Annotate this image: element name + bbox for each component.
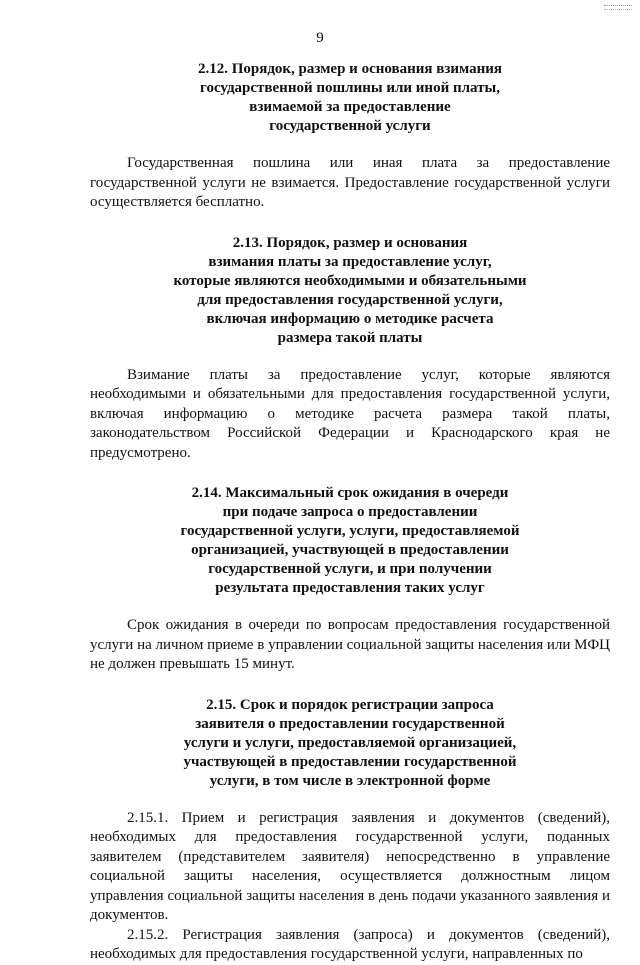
heading-line: 2.12. Порядок, размер и основания взимания: [197, 61, 503, 77]
heading-line: заявителя о предоставлении государственной: [195, 715, 505, 732]
section-paragraph: 2.15.2. Регистрация заявления (запроса) и документов (сведений), необходимых для предоставления государственной услуги, направленных по: [90, 926, 610, 962]
heading-line: 2.13. Порядок, размер и основания: [232, 234, 468, 251]
document-body: [90, 60, 610, 965]
heading-line: при подаче запроса о предоставлении: [222, 504, 478, 520]
heading-line: услуги, в том числе в электронной форме: [209, 772, 491, 789]
heading-line: взимания платы за предоставление услуг,: [208, 253, 492, 270]
heading-line: государственной услуги, и при получении: [208, 561, 492, 577]
heading-line: 2.15. Срок и порядок регистрации запроса: [206, 696, 494, 713]
section-paragraph: Взимание платы за предоставление услуг, которые являются необходимыми и обязательными для предоставления государственной услуги, включая информацию о методике расчета размера такой платы, законодательством Российской Федерации и Краснодарского края не предусмотрено.: [90, 366, 610, 461]
heading-line: взимаемой за предоставление: [249, 99, 451, 115]
heading-line: для предоставления государственной услуги,: [197, 291, 503, 308]
section-heading: [90, 60, 610, 136]
heading-line: организацией, участвующей в предоставлении: [191, 542, 509, 558]
page-number: 9: [316, 30, 324, 46]
section-2-13: [90, 234, 610, 464]
section-heading: [90, 696, 610, 791]
heading-line: которые являются необходимыми и обязательными: [173, 272, 527, 289]
heading-line: включая информацию о методике расчета: [206, 310, 494, 327]
heading-line: государственной пошлины или иной платы,: [200, 80, 500, 96]
heading-line: государственной услуги: [269, 118, 431, 134]
section-2-14: [90, 484, 610, 675]
section-2-12: [90, 60, 610, 213]
scan-artifact: [604, 5, 632, 10]
section-heading: [90, 484, 610, 598]
section-paragraph: 2.15.1. Прием и регистрация заявления и документов (сведений), необходимых для предоставления государственной услуги, поданных заявителем (представителем заявителя) непосредственно в управление социальной защиты населения, осуществляется должностным лицом управления социальной защиты населения в день подачи указанного заявления и документов.: [90, 809, 610, 923]
heading-line: 2.14. Максимальный срок ожидания в очереди: [191, 485, 509, 501]
heading-line: услуги и услуги, предоставляемой организацией,: [183, 734, 517, 751]
section-paragraph: Срок ожидания в очереди по вопросам предоставления государственной услуги на личном приеме в управлении социальной защиты населения или МФЦ не должен превышать 15 минут.: [90, 617, 610, 672]
heading-line: участвующей в предоставлении государственной: [183, 753, 517, 770]
heading-line: государственной услуги, услуги, предоставляемой: [180, 523, 520, 539]
section-heading: [90, 234, 610, 348]
heading-line: результата предоставления таких услуг: [215, 580, 485, 596]
section-paragraph: Государственная пошлина или иная плата за предоставление государственной услуги не взимается. Предоставление государственной услуги осуществляется бесплатно.: [90, 155, 610, 210]
section-2-15: [90, 696, 610, 965]
heading-line: размера такой платы: [277, 329, 423, 346]
